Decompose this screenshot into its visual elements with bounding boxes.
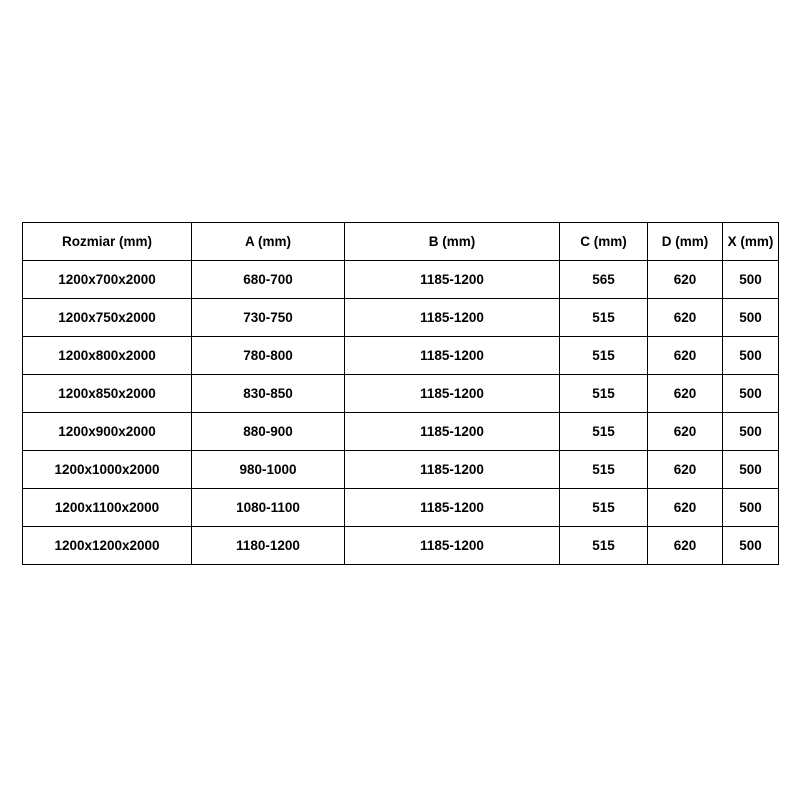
- cell-d: 620: [648, 261, 723, 299]
- cell-a: 830-850: [192, 375, 345, 413]
- cell-d: 620: [648, 413, 723, 451]
- cell-d: 620: [648, 451, 723, 489]
- cell-c: 515: [560, 413, 648, 451]
- cell-d: 620: [648, 337, 723, 375]
- cell-rozmiar: 1200x800x2000: [23, 337, 192, 375]
- cell-rozmiar: 1200x700x2000: [23, 261, 192, 299]
- table-row: [23, 413, 779, 451]
- column-header-d: D (mm): [648, 223, 723, 261]
- cell-a: 780-800: [192, 337, 345, 375]
- cell-a: 880-900: [192, 413, 345, 451]
- cell-b: 1185-1200: [345, 337, 560, 375]
- table-row: [23, 337, 779, 375]
- cell-d: 620: [648, 299, 723, 337]
- cell-x: 500: [723, 261, 779, 299]
- column-header-rozmiar: Rozmiar (mm): [23, 223, 192, 261]
- cell-rozmiar: 1200x1100x2000: [23, 489, 192, 527]
- table-header-row: [23, 223, 779, 261]
- cell-a: 1180-1200: [192, 527, 345, 565]
- cell-rozmiar: 1200x850x2000: [23, 375, 192, 413]
- cell-c: 515: [560, 299, 648, 337]
- column-header-a: A (mm): [192, 223, 345, 261]
- cell-b: 1185-1200: [345, 299, 560, 337]
- cell-d: 620: [648, 527, 723, 565]
- cell-b: 1185-1200: [345, 527, 560, 565]
- cell-c: 565: [560, 261, 648, 299]
- cell-rozmiar: 1200x1000x2000: [23, 451, 192, 489]
- column-header-b: B (mm): [345, 223, 560, 261]
- cell-c: 515: [560, 375, 648, 413]
- cell-b: 1185-1200: [345, 489, 560, 527]
- table-row: [23, 489, 779, 527]
- column-header-c: C (mm): [560, 223, 648, 261]
- cell-c: 515: [560, 337, 648, 375]
- cell-c: 515: [560, 489, 648, 527]
- cell-b: 1185-1200: [345, 413, 560, 451]
- cell-x: 500: [723, 337, 779, 375]
- cell-a: 980-1000: [192, 451, 345, 489]
- table-row: [23, 451, 779, 489]
- cell-a: 680-700: [192, 261, 345, 299]
- dimensions-table: [22, 222, 779, 565]
- cell-b: 1185-1200: [345, 261, 560, 299]
- cell-d: 620: [648, 489, 723, 527]
- table-body: [23, 261, 779, 565]
- cell-x: 500: [723, 527, 779, 565]
- column-header-x: X (mm): [723, 223, 779, 261]
- cell-x: 500: [723, 375, 779, 413]
- cell-d: 620: [648, 375, 723, 413]
- cell-b: 1185-1200: [345, 451, 560, 489]
- table-row: [23, 527, 779, 565]
- cell-c: 515: [560, 451, 648, 489]
- cell-x: 500: [723, 451, 779, 489]
- cell-rozmiar: 1200x900x2000: [23, 413, 192, 451]
- cell-a: 1080-1100: [192, 489, 345, 527]
- cell-x: 500: [723, 413, 779, 451]
- table-row: [23, 375, 779, 413]
- table-row: [23, 261, 779, 299]
- cell-c: 515: [560, 527, 648, 565]
- table-header: [23, 223, 779, 261]
- cell-rozmiar: 1200x1200x2000: [23, 527, 192, 565]
- spec-table-container: [22, 222, 778, 565]
- cell-rozmiar: 1200x750x2000: [23, 299, 192, 337]
- cell-b: 1185-1200: [345, 375, 560, 413]
- cell-x: 500: [723, 299, 779, 337]
- cell-a: 730-750: [192, 299, 345, 337]
- cell-x: 500: [723, 489, 779, 527]
- table-row: [23, 299, 779, 337]
